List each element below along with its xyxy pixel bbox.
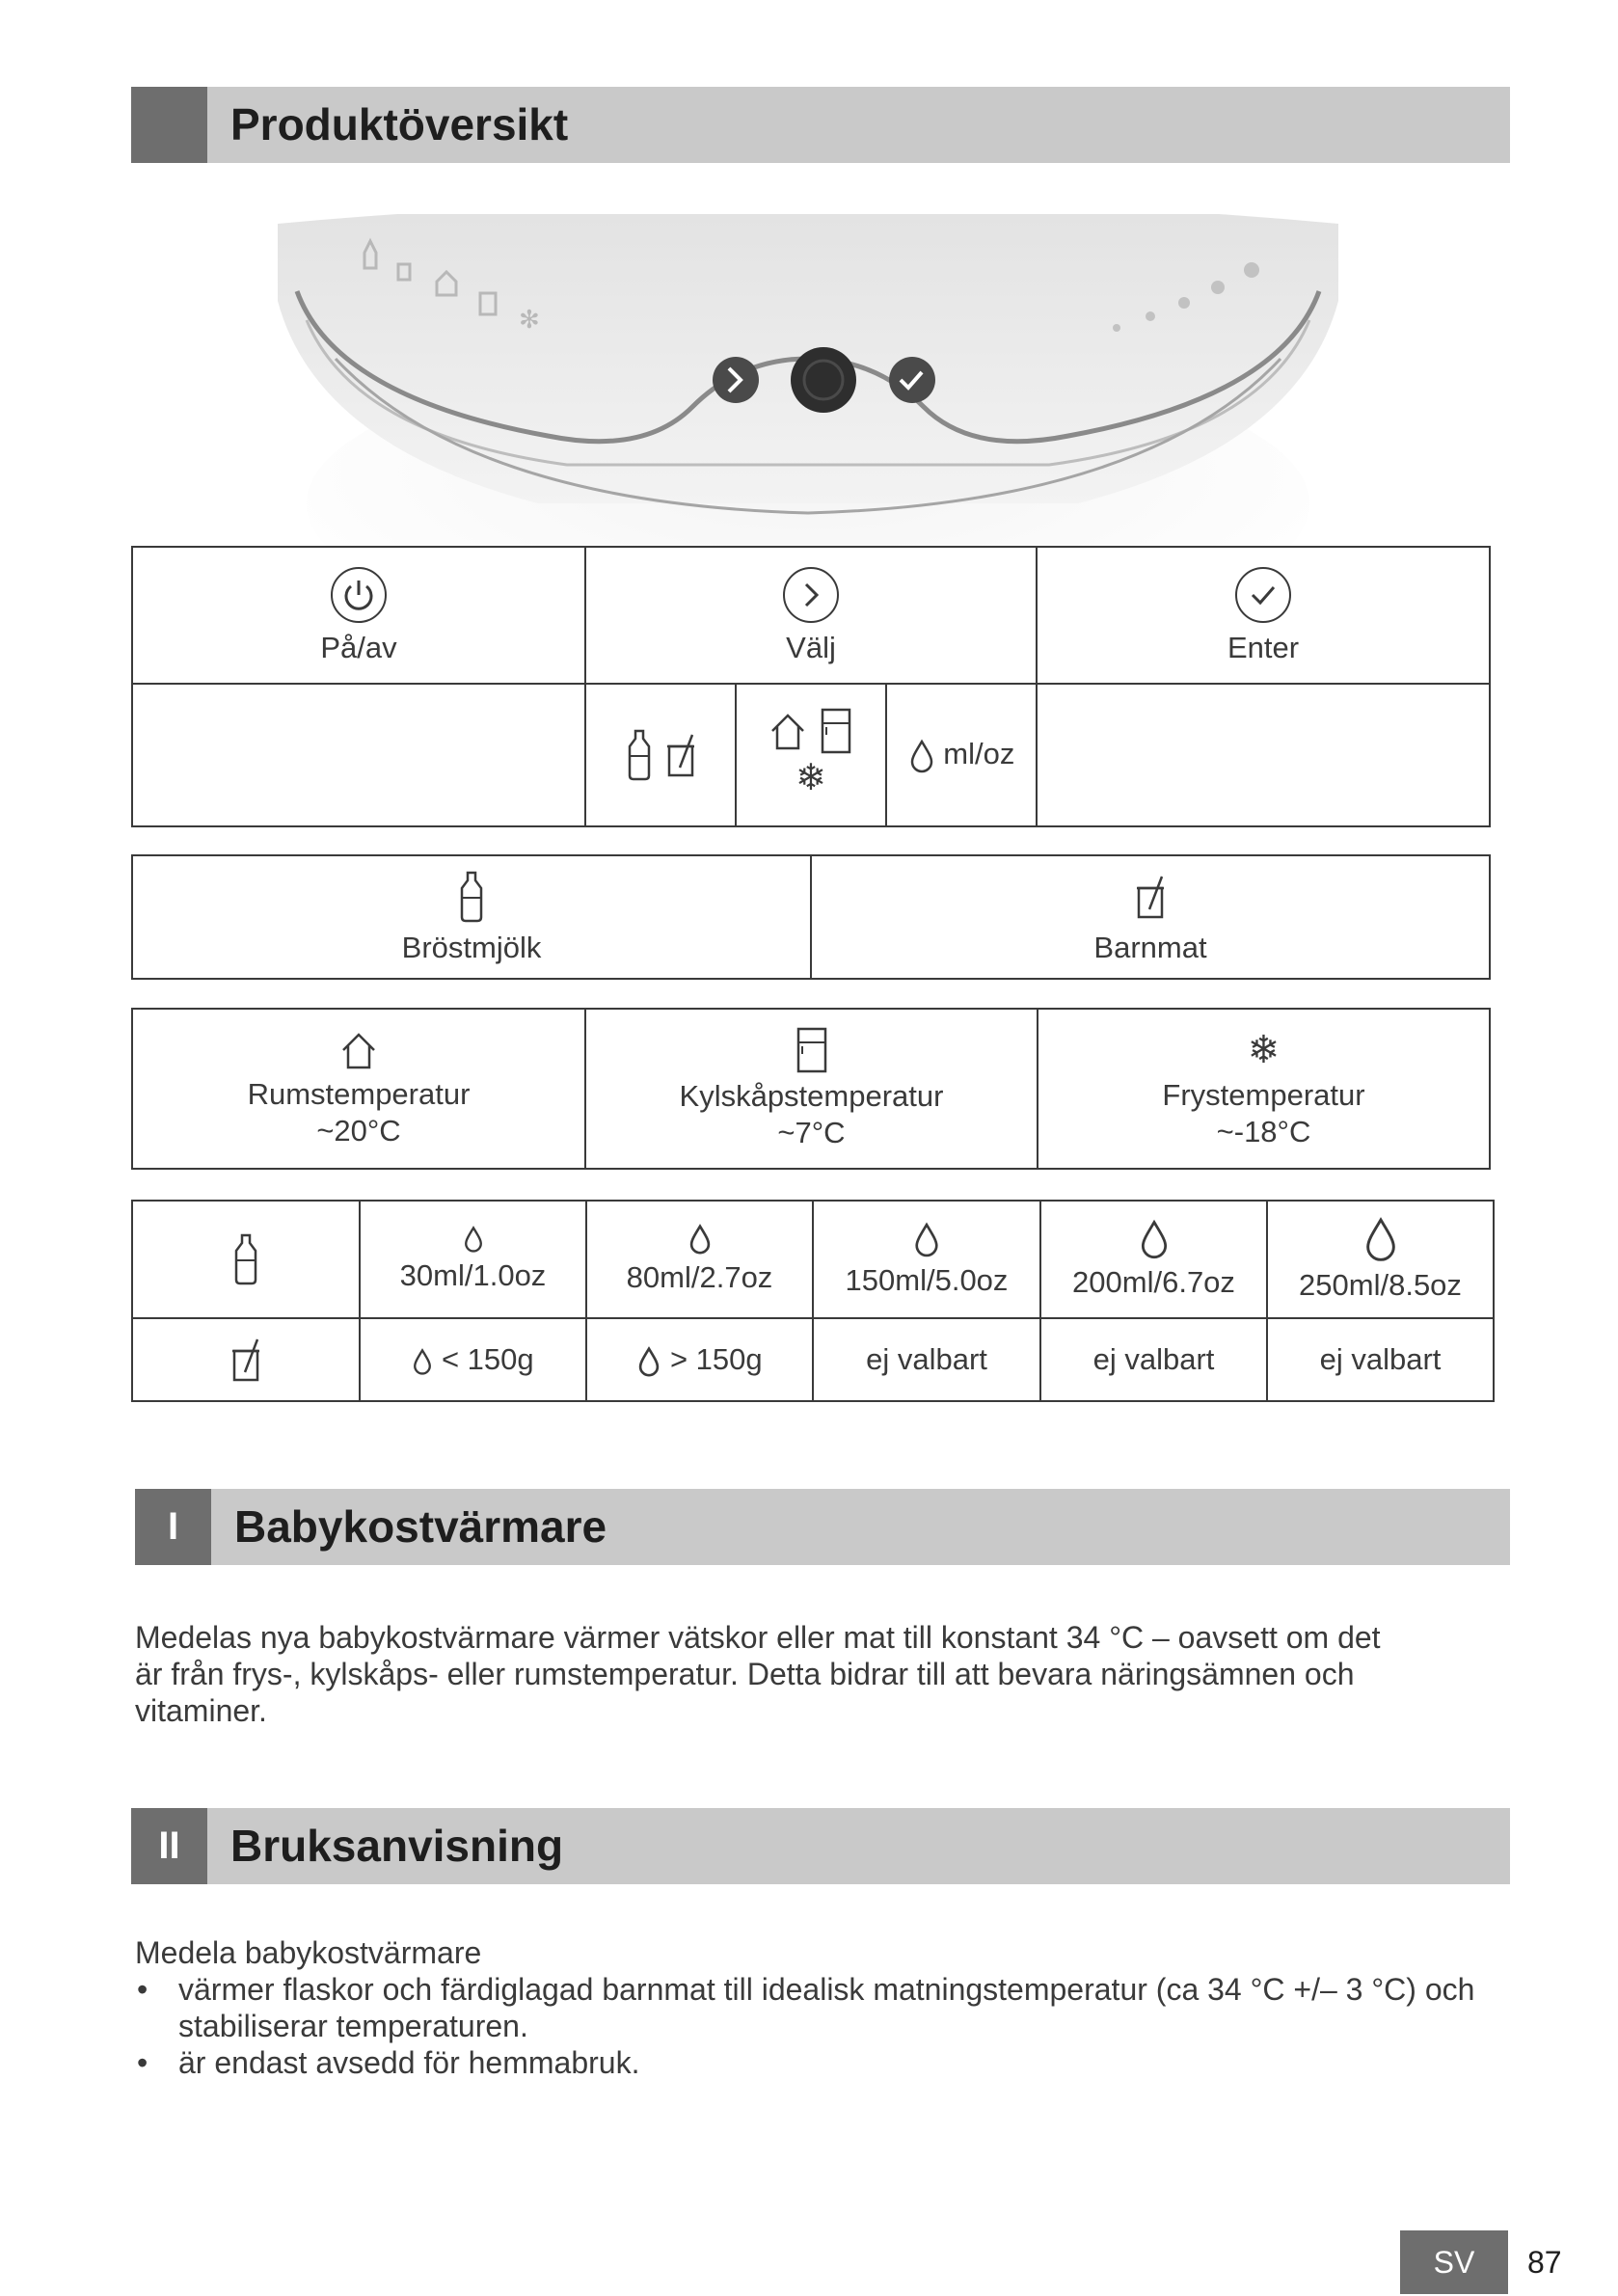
- breastmilk-cell: [132, 855, 811, 979]
- empty-cell-right: [1037, 684, 1490, 826]
- weight-cell: [1267, 1318, 1494, 1401]
- house-icon: [337, 1029, 380, 1071]
- enter-label: Enter: [1227, 631, 1300, 664]
- fridge-temperature-cell: [585, 1009, 1038, 1169]
- checkmark-icon: [1233, 565, 1293, 625]
- temperature-value: ~20°C: [316, 1114, 401, 1148]
- power-icon: [329, 565, 389, 625]
- weight-value: < 150g: [441, 1342, 534, 1376]
- temperature-value: ~-18°C: [1216, 1115, 1311, 1148]
- select-label: Välj: [786, 631, 836, 664]
- bottle-icon: [229, 1231, 262, 1287]
- weight-value: ej valbart: [1092, 1342, 1215, 1376]
- temperature-cell: [736, 684, 886, 826]
- baby-food-cell: [811, 855, 1490, 979]
- list-item: • värmer flaskor och färdiglagad barnmat till idealisk matningstemperatur (ca 34 °C +/– 3 °C) och stabiliserar temperaturen.: [135, 1971, 1485, 2044]
- list-item: • är endast avsedd för hemmabruk.: [135, 2044, 1485, 2081]
- section-title: Produktöversikt: [230, 99, 569, 149]
- section-title: Babykostvärmare: [234, 1501, 607, 1552]
- volume-value: 30ml/1.0oz: [399, 1258, 547, 1292]
- food-types-table: [131, 854, 1491, 980]
- drop-icon: [463, 1226, 484, 1253]
- volume-table: [131, 1200, 1495, 1402]
- volume-cell: [360, 1201, 586, 1318]
- bottle-row-icon-cell: [132, 1201, 360, 1318]
- section-tab: [131, 87, 207, 163]
- food-type-cell: [585, 684, 736, 826]
- freezer-temperature-cell: [1038, 1009, 1490, 1169]
- device-select-button: [713, 357, 759, 403]
- drop-icon: [688, 1224, 713, 1255]
- bottle-icon: [623, 727, 656, 783]
- food-type-label: Bröstmjölk: [401, 931, 542, 964]
- usage-bullet-list: [135, 1971, 1485, 2081]
- drop-icon: [412, 1348, 433, 1375]
- volume-value: 80ml/2.7oz: [626, 1260, 773, 1294]
- empty-cell: [132, 684, 585, 826]
- table-row: [132, 1201, 1494, 1318]
- chevron-right-icon: [781, 565, 841, 625]
- device-power-button: [791, 347, 856, 413]
- room-temperature-cell: [132, 1009, 585, 1169]
- volume-cell: [1040, 1201, 1267, 1318]
- table-row: [132, 1318, 1494, 1401]
- food-jar-icon: [663, 727, 698, 783]
- temperature-label: Kylskåpstemperatur: [679, 1079, 944, 1113]
- page-number: 87: [1527, 2245, 1562, 2280]
- svg-text:✻: ✻: [519, 305, 540, 334]
- weight-cell: [586, 1318, 813, 1401]
- language-badge: SV: [1400, 2230, 1508, 2294]
- weight-value: ej valbart: [866, 1342, 987, 1376]
- volume-label: ml/oz: [943, 737, 1015, 771]
- drop-icon: [908, 739, 935, 773]
- intro-paragraph: Medelas nya babykostvärmare värmer vätskor eller mat till konstant 34 °C – oavsett om det är från frys-, kylskåps- eller rumstemperatur. Detta bidrar till att bevara näringsämnen och vitaminer.: [135, 1620, 1381, 1728]
- weight-cell: [1040, 1318, 1267, 1401]
- volume-value: 250ml/8.5oz: [1299, 1268, 1462, 1302]
- drop-icon: [1138, 1219, 1171, 1259]
- snowflake-icon: ❄: [1247, 1029, 1281, 1071]
- controls-table: [131, 546, 1491, 827]
- usage-intro: Medela babykostvärmare: [135, 1935, 482, 1970]
- volume-cell: [1267, 1201, 1494, 1318]
- weight-cell: [813, 1318, 1040, 1401]
- fridge-icon: [793, 1027, 831, 1073]
- volume-cell: [586, 1201, 813, 1318]
- jar-row-icon-cell: [132, 1318, 360, 1401]
- temperature-label: Rumstemperatur: [247, 1077, 471, 1111]
- food-jar-icon: [1133, 869, 1168, 925]
- temperatures-table: [131, 1008, 1491, 1170]
- section-number: II: [131, 1808, 207, 1884]
- section-title: Bruksanvisning: [230, 1821, 564, 1871]
- volume-cell: [813, 1201, 1040, 1318]
- enter-cell: [1037, 547, 1490, 684]
- volume-cell: [886, 684, 1037, 826]
- weight-value: ej valbart: [1319, 1342, 1442, 1376]
- snowflake-icon: ❄: [796, 758, 826, 798]
- section-header-overview: [131, 87, 1510, 163]
- drop-icon: [1362, 1216, 1399, 1262]
- power-cell: [132, 547, 585, 684]
- drop-icon: [636, 1346, 661, 1377]
- bottle-icon: [455, 869, 488, 925]
- food-type-label: Barnmat: [1093, 931, 1207, 964]
- house-icon: [767, 710, 809, 752]
- food-jar-icon: [229, 1332, 263, 1388]
- device-enter-button: [889, 357, 935, 403]
- section-number: I: [135, 1489, 211, 1565]
- select-cell: [585, 547, 1037, 684]
- temperature-label: Frystemperatur: [1162, 1078, 1365, 1112]
- temperature-value: ~7°C: [777, 1116, 846, 1149]
- weight-value: > 150g: [669, 1342, 763, 1376]
- power-label: På/av: [320, 631, 397, 664]
- section-header-bruk: [131, 1808, 1510, 1884]
- fridge-icon: [817, 708, 855, 754]
- drop-icon: [912, 1222, 941, 1257]
- volume-value: 150ml/5.0oz: [845, 1262, 1009, 1297]
- weight-cell: [360, 1318, 586, 1401]
- section-header-babykost: [135, 1489, 1510, 1565]
- volume-value: 200ml/6.7oz: [1072, 1265, 1235, 1299]
